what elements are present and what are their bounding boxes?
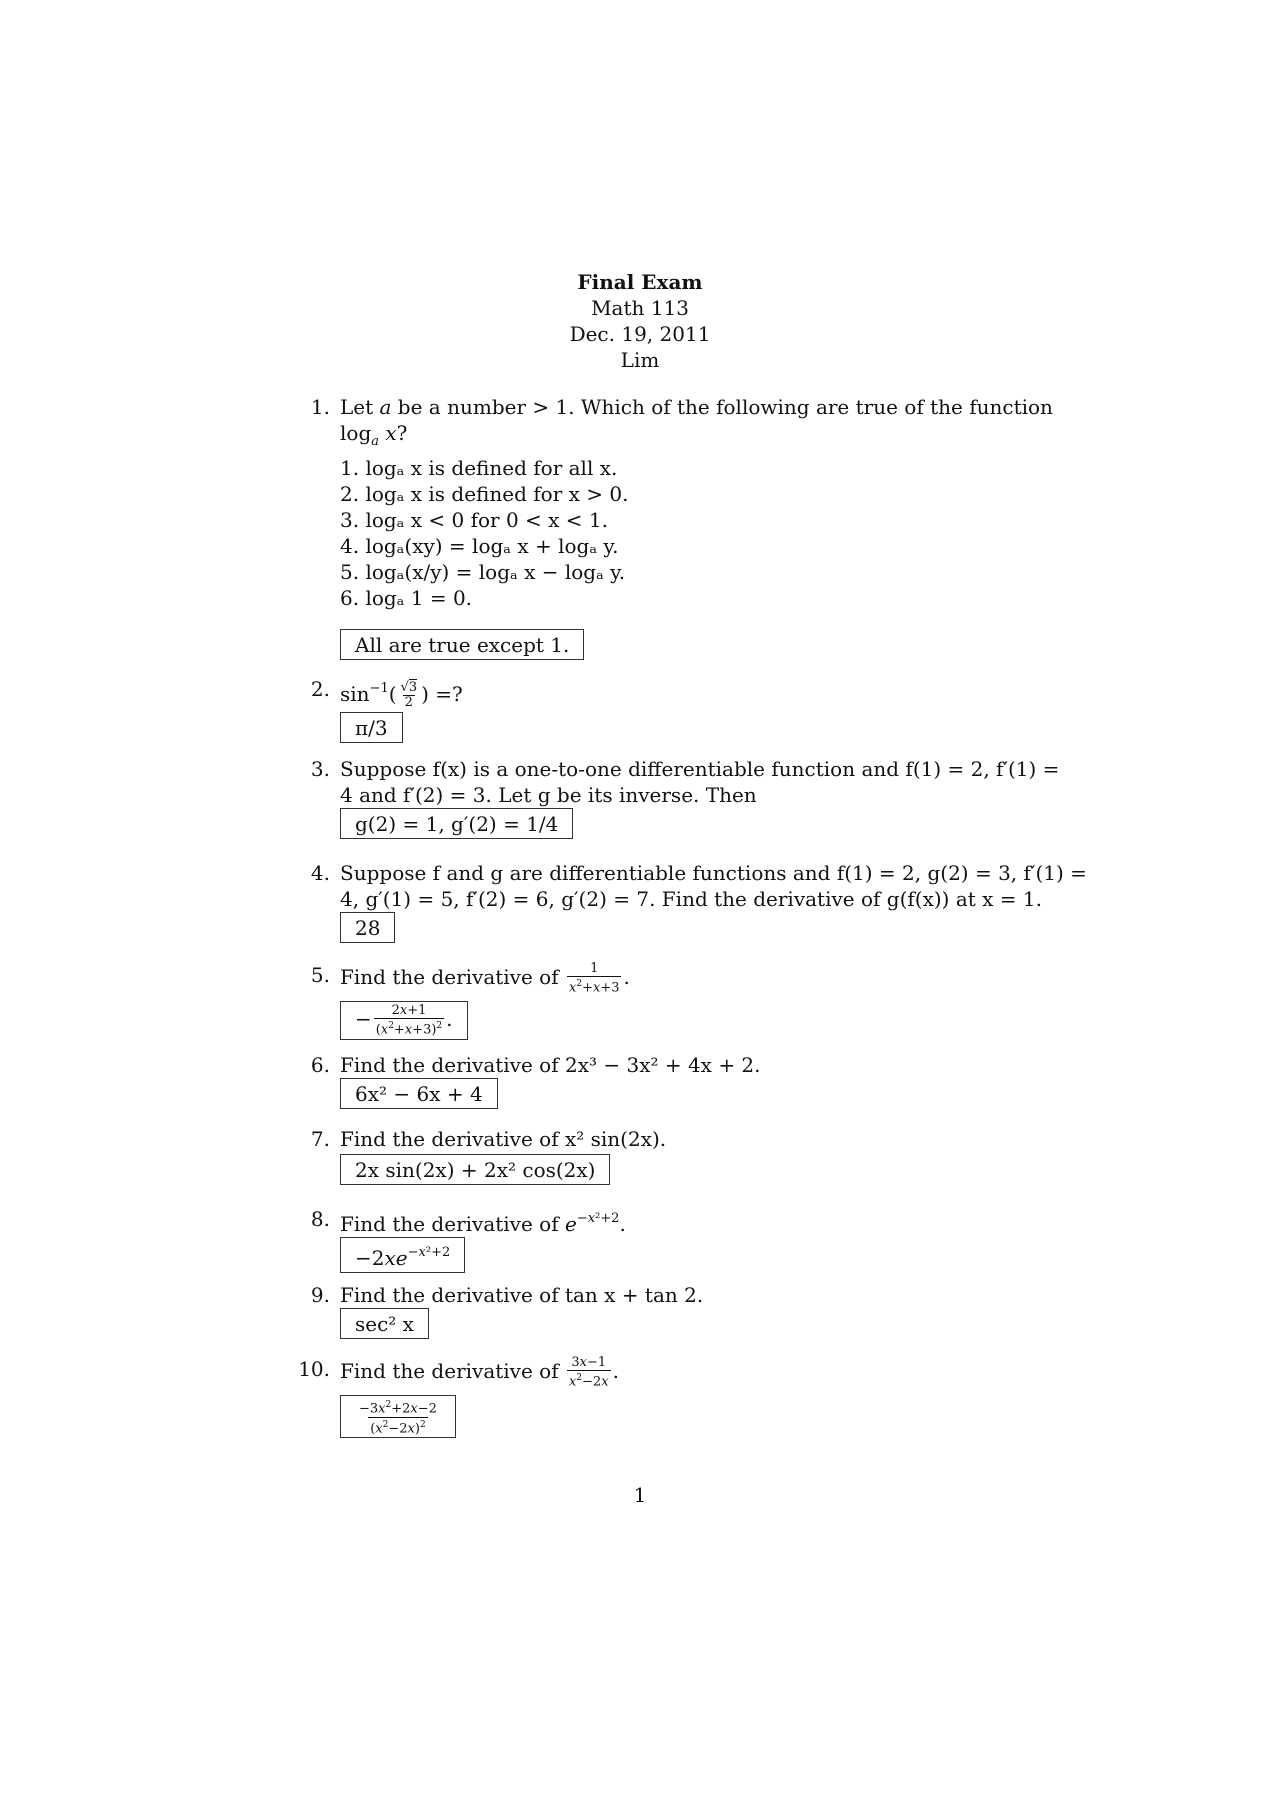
answer-box: 28: [340, 912, 395, 943]
exam-title: Final Exam: [577, 270, 703, 294]
question-number: 3.: [310, 757, 330, 781]
question-number: 6.: [310, 1053, 330, 1077]
question-text: Find the derivative of $\frac{1}{x^2+x+3}$ .: [340, 961, 630, 996]
question-text-continuation: 4, g′(1) = 5, f′(2) = 6, g′(2) = 7. Find the derivative of g(f(x)) at x = 1.: [340, 887, 1042, 911]
statement-1: 1. logₐ x is defined for all x.: [340, 456, 618, 480]
question-text: Suppose f and g are differentiable functions and f(1) = 2, g(2) = 3, f′(1) =: [340, 861, 1087, 885]
answer-box: 2x sin(2x) + 2x² cos(2x): [340, 1154, 610, 1185]
question-number: 10.: [298, 1357, 330, 1381]
answer-box: − $\frac{2x+1}{(x^2+x+3)^2}$ .: [340, 1001, 468, 1039]
question-number: 2.: [310, 677, 330, 701]
question-1: [310, 394, 1060, 660]
question-9: [310, 1282, 704, 1339]
question-text: $\sin^{-1}$( $\frac{√3}{2}$ ) =?: [340, 680, 463, 710]
question-text: Find the derivative of $e^{-x^2+2}$.: [340, 1211, 626, 1236]
question-10: [298, 1355, 619, 1438]
question-text-continuation: $\log_a x$?: [340, 421, 408, 449]
question-text: Find the derivative of $\frac{3x-1}{x^2-2x}$ .: [340, 1355, 619, 1390]
statement-4: 4. logₐ(xy) = logₐ x + logₐ y.: [340, 534, 619, 558]
answer-box: g(2) = 1, g′(2) = 1/4: [340, 808, 573, 839]
question-number: 1.: [310, 395, 330, 419]
question-text: Suppose f(x) is a one-to-one differentiable function and f(1) = 2, f′(1) =: [340, 757, 1060, 781]
question-text-continuation: 4 and f′(2) = 3. Let g be its inverse. Then: [340, 783, 757, 807]
question-8: [310, 1206, 626, 1273]
question-2: [310, 676, 463, 743]
question-4: [310, 860, 1087, 943]
page-number: 1: [633, 1483, 647, 1507]
question-prompt: Find the derivative of: [340, 965, 565, 990]
question-7: [310, 1126, 667, 1185]
statement-6: 6. logₐ 1 = 0.: [340, 586, 473, 610]
question-number: 7.: [310, 1127, 330, 1151]
question-number: 4.: [310, 861, 330, 885]
answer-box: $-2xe^{-x^2+2}$: [340, 1237, 465, 1273]
question-number: 5.: [310, 963, 330, 987]
exam-date: Dec. 19, 2011: [569, 322, 711, 346]
question-number: 8.: [310, 1207, 330, 1231]
statement-5: 5. logₐ(x/y) = logₐ x − logₐ y.: [340, 560, 626, 584]
question-text: Find the derivative of 2x³ − 3x² + 4x + 2.: [340, 1053, 761, 1077]
statement-3: 3. logₐ x < 0 for 0 < x < 1.: [340, 508, 608, 532]
question-text: Find the derivative of x² sin(2x).: [340, 1127, 667, 1151]
course-name: Math 113: [591, 296, 689, 320]
answer-box: 6x² − 6x + 4: [340, 1078, 498, 1109]
question-text-part: be a number > 1. Which of the following are true of the function: [391, 395, 1053, 419]
answer-box: All are true except 1.: [340, 629, 584, 660]
question-number: 9.: [310, 1283, 330, 1307]
exam-header: [0, 269, 1280, 373]
question-prompt: Find the derivative of: [340, 1359, 565, 1384]
question-text: Find the derivative of tan x + tan 2.: [340, 1283, 704, 1307]
answer-box: sec² x: [340, 1308, 429, 1339]
question-prompt: Find the derivative of: [340, 1212, 565, 1236]
question-text: [340, 394, 1060, 420]
question-6: [310, 1052, 761, 1109]
statement-2: 2. logₐ x is defined for x > 0.: [340, 482, 629, 506]
question-3: [310, 756, 1060, 839]
answer-box: $\frac{-3x^2+2x-2}{(x^2-2x)^2}$: [340, 1395, 456, 1438]
question-5: [310, 961, 630, 1040]
instructor-name: Lim: [620, 348, 660, 372]
question-text-part: Let: [340, 395, 380, 419]
answer-box: π/3: [340, 712, 403, 743]
variable-a: a: [379, 395, 392, 419]
